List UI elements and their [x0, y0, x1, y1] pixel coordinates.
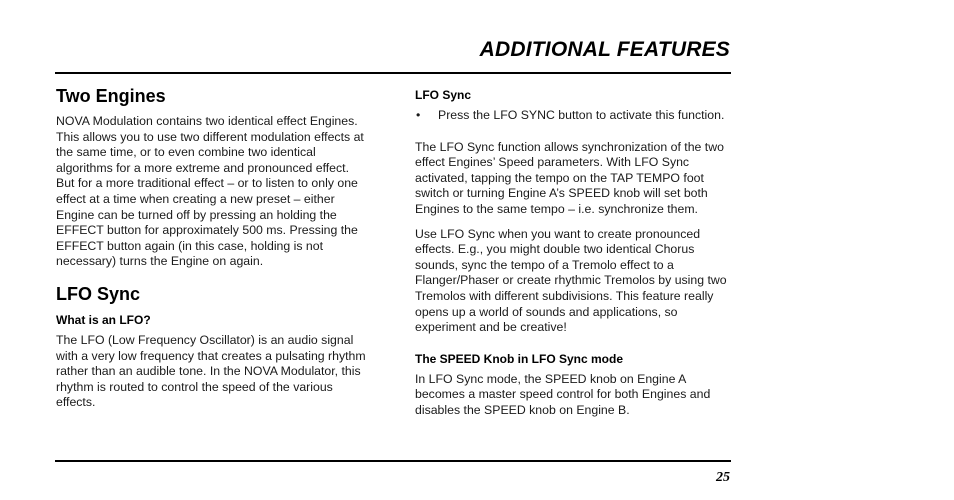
page-number: 25: [716, 470, 730, 485]
header-rule: [55, 72, 731, 74]
lfo-sync-paragraph-1: The LFO Sync function allows synchronization of the two effect Engines’ Speed parameters. With LFO Sync activated, tapping the tempo on the TAP TEMPO foot switch or turning Engine A’s SPEED knob will set both Engines to the same tempo – i.e. synchronize them.: [415, 139, 724, 216]
bullet-icon: •: [416, 108, 421, 122]
section-heading-two-engines: Two Engines: [56, 86, 166, 106]
instruction-bullet: [415, 108, 731, 124]
speed-knob-paragraph: In LFO Sync mode, the SPEED knob on Engine A becomes a master speed control for both Engines and disables the SPEED knob on Engine B.: [415, 371, 711, 417]
subheading-speed-knob: The SPEED Knob in LFO Sync mode: [415, 351, 624, 366]
section-heading-lfo-sync: LFO Sync: [56, 283, 141, 304]
footer-rule: [55, 460, 731, 462]
two-engines-paragraph-1: NOVA Modulation contains two identical effect Engines. This allows you to use two different modulation effects at the same time, or to even combine two identical algorithms for a more extreme and pronounced effect.: [56, 114, 364, 175]
page-header-title: ADDITIONAL FEATURES: [479, 38, 730, 61]
right-column: [415, 82, 731, 419]
two-engines-paragraph-2: But for a more traditional effect – or to listen to only one effect at a time when creating a new preset – either Engine can be turned off by pressing an holding the EFFECT button for approximately 500 ms. Pressing the EFFECT button again (in this case, holding is not necessary) turns the Engine on again.: [56, 176, 358, 269]
lfo-definition-paragraph: The LFO (Low Frequency Oscillator) is an audio signal with a very low frequency that creates a pulsating rhythm rather than an audible tone. In the NOVA Modulator, this rhythm is routed to control the speed of the various effects.: [56, 332, 366, 410]
bullet-text: Press the LFO SYNC button to activate this function.: [438, 108, 725, 122]
subheading-lfo-sync: LFO Sync: [415, 88, 472, 102]
subheading-what-is-lfo: What is an LFO?: [56, 312, 151, 327]
lfo-sync-paragraph-2: Use LFO Sync when you want to create pronounced effects. E.g., you might double two identical Chorus sounds, sync the tempo of a Tremolo effect to a Flanger/Phaser or create rhythmic Tremolos by using two Tremolos with different subdivisions. This feature really opens up a world of sounds and applications, so experiment and be creative!: [415, 226, 727, 335]
left-column: [56, 82, 374, 411]
